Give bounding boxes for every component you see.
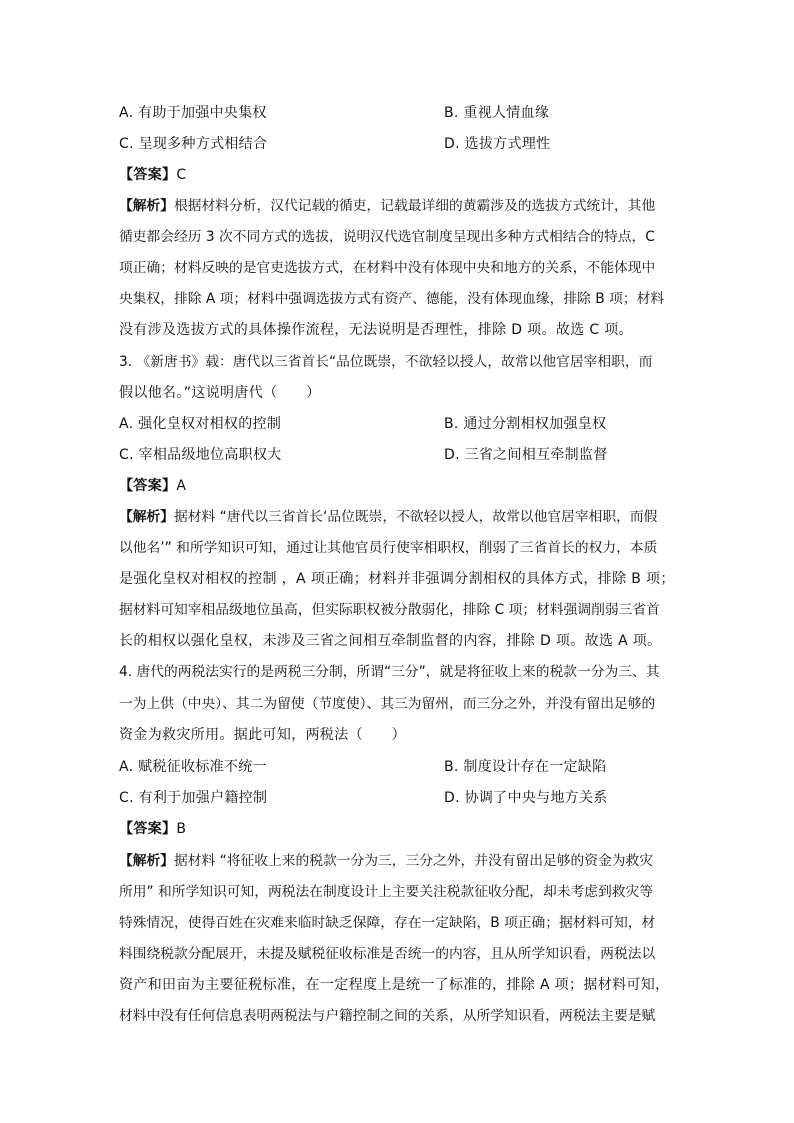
q4-answer — [119, 819, 675, 839]
q3-stem-line-2: 假以他名。”这说明唐代（ ） — [119, 385, 321, 401]
q3-analysis-line-1 — [119, 507, 675, 527]
q3-analysis-line-4: 据材料可知宰相品级地位虽高，但实际职权被分散弱化，排除 C 项；材料强调削弱三省首 — [119, 602, 660, 618]
answer-value: A — [176, 478, 187, 494]
q2-option-d: D. 选拔方式理性 — [444, 136, 551, 152]
q4-stem-line-1: 4. 唐代的两税法实行的是两税三分制，所谓“三分”，就是将征收上来的税款一分为三、其 — [119, 664, 660, 680]
analysis-text: 据材料 “唐代以三省首长‘品位既崇，不欲轻以授人，故常以他官居宰相职，而假 — [174, 509, 658, 525]
q2-option-a: A. 有助于加强中央集权 — [119, 105, 267, 121]
q4-option-c: C. 有利于加强户籍控制 — [119, 790, 268, 806]
analysis-tag: 【解析】 — [119, 509, 175, 525]
q4-option-b: B. 制度设计存在一定缺陷 — [444, 759, 607, 775]
answer-tag: 【答案】 — [119, 478, 177, 494]
analysis-tag: 【解析】 — [119, 198, 175, 214]
q3-option-b: B. 通过分割相权加强皇权 — [444, 416, 607, 432]
q4-analysis-line-2: 所用” 和所学知识可知，两税法在制度设计上主要关注税款征收分配，却未考虑到救灾等 — [119, 884, 653, 900]
q3-stem-line-1: 3. 《新唐书》载：唐代以三省首长“品位既崇，不欲轻以授人，故常以他官居宰相职，而 — [119, 354, 653, 370]
answer-tag: 【答案】 — [119, 821, 177, 837]
q4-analysis-line-3: 特殊情况，使得百姓在灾难来临时缺乏保障，存在一定缺陷，B 项正确；据材料可知，材 — [119, 915, 656, 931]
q4-stem-line-3: 资金为救灾所用。据此可知，两税法（ ） — [119, 727, 406, 743]
q4-stem-line-2: 一为上供（中央）、其二为留使（节度使）、其三为留州，而三分之外，并没有留出足够的 — [119, 696, 656, 712]
analysis-tag: 【解析】 — [119, 853, 175, 869]
q4-analysis-line-1 — [119, 851, 675, 871]
q3-option-a: A. 强化皇权对相权的控制 — [119, 416, 282, 432]
q4-option-d: D. 协调了中央与地方关系 — [444, 790, 608, 806]
answer-value: B — [176, 821, 187, 837]
q2-analysis-line-5: 没有涉及选拔方式的具体操作流程，无法说明是否理性，排除 D 项。故选 C 项。 — [119, 322, 634, 338]
analysis-text: 据材料 “将征收上来的税款一分为三，三分之外，并没有留出足够的资金为救灾 — [174, 853, 654, 869]
q3-analysis-line-3: 是强化皇权对相权的控制 ，A 项正确；材料并非强调分割相权的具体方式，排除 B 项； — [119, 571, 675, 587]
answer-tag: 【答案】 — [119, 167, 177, 183]
q3-option-c: C. 宰相品级地位高职权大 — [119, 447, 282, 463]
q3-analysis-line-2: 以他名’” 和所学知识可知，通过让其他官员行使宰相职权，削弱了三省首长的权力，本质 — [119, 540, 658, 556]
q2-option-b: B. 重视人情血缘 — [444, 105, 550, 121]
q3-analysis-line-5: 长的相权以强化皇权，未涉及三省之间相互牵制监督的内容，排除 D 项。故选 A 项。 — [119, 633, 662, 649]
answer-value: C — [176, 167, 187, 183]
q3-answer — [119, 476, 675, 496]
q2-analysis-line-4: 央集权，排除 A 项；材料中强调选拔方式有资产、德能，没有体现血缘，排除 B 项；材料 — [119, 291, 665, 307]
q4-option-a: A. 赋税征收标准不统一 — [119, 759, 267, 775]
q4-analysis-line-5: 资产和田亩为主要征税标准，在一定程度上是统一了标准的，排除 A 项；据材料可知， — [119, 977, 670, 993]
q2-analysis-line-3: 项正确；材料反映的是官吏选拔方式，在材料中没有体现中央和地方的关系，不能体现中 — [119, 260, 656, 276]
analysis-text: 根据材料分析，汉代记载的循吏，记载最详细的黄霸涉及的选拔方式统计，其他 — [174, 198, 656, 214]
q4-analysis-line-4: 料围绕税款分配展开，未提及赋税征收标准是否统一的内容，且从所学知识看，两税法以 — [119, 946, 656, 962]
q2-analysis-line-2: 循吏都会经历 3 次不同方式的选拔，说明汉代选官制度呈现出多种方式相结合的特点，C — [119, 229, 655, 245]
q3-option-d: D. 三省之间相互牵制监督 — [444, 447, 608, 463]
q2-option-c: C. 呈现多种方式相结合 — [119, 136, 268, 152]
q4-analysis-line-6: 材料中没有任何信息表明两税法与户籍控制之间的关系，从所学知识看，两税法主要是赋 — [119, 1008, 656, 1024]
q2-analysis-line-1 — [119, 196, 675, 216]
q2-answer — [119, 165, 675, 185]
